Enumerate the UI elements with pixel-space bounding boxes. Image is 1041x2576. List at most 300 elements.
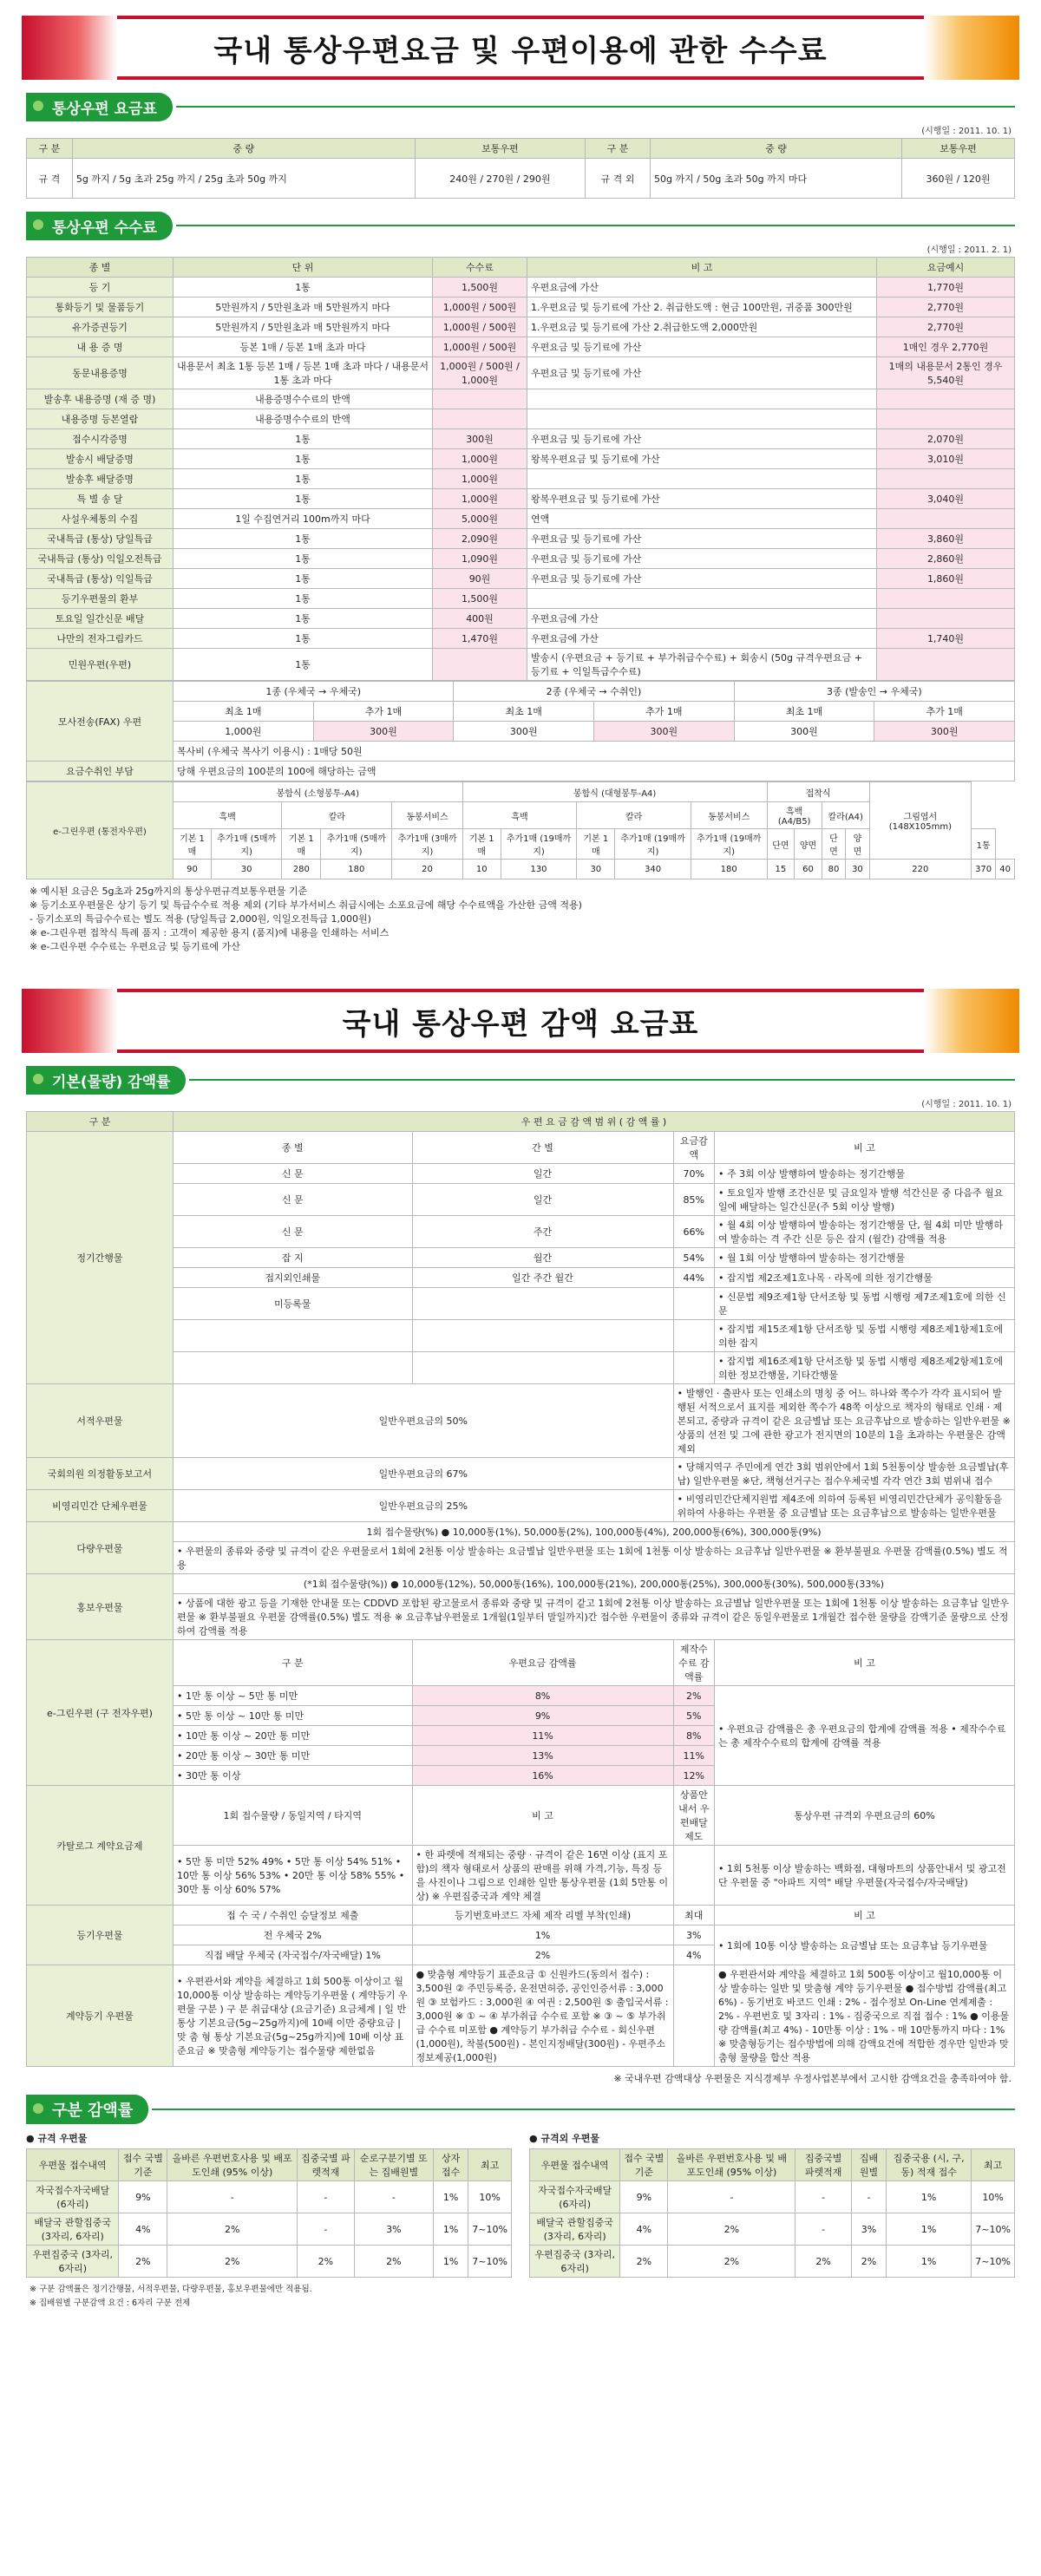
- table-cell: 접수시각증명: [27, 429, 174, 449]
- table-cell: 양면: [795, 829, 822, 860]
- table-cell: [433, 409, 527, 429]
- discount-table: 구 분 우 편 요 금 감 액 범 위 ( 감 액 률 ) 정기간행물 종 별 간 별 요금감액 비 고 신 문 일간 70% • 주 3회 이상 발행하여 발송하는 정기간행물 신 문 일간 85% • 토요일자 발행 조간신문 및 금요일자 발행 석간신문 중 다음주 월요일에 배달하는 일간신문(주 5회 이상 발행) 신 문 주간 66% • 월 4회 이상 발행하여 발송하는 정기간행물 단, 월 4회 미만 발행하여 발송하는 격 주간 신문 등은 잡지 (월간) 감액률 적용 잡 지 월간 54% • 월 1회 이상 발행하여 발송하는 정기간행물 접지외인쇄물 일간 주간 월간 44% • 잡지법 제2조제1호나목 · 라목에 의한 정기간행물 미등록물 • 신문법 제9조제1항 단서조항 및 동법 시행령 제7조제1호에 의한 신문 • 잡지법 제15조제1항 단서조항 및 동법 시행령 제8조제1항제1호에 의한 잡지 • 잡지법 제16조제1항 단서조항 및 동법 시행령 제8조제2항제1호에 의한 정보간행물, 기타간행물 서적우편물 일반우편요금의 50% • 발행인 · 출판사 또는 인쇄소의 명칭 중 어느 하나와 쪽수가 각각 표시되어 발행된 서적으로서 표지를 제외한 쪽수가 48쪽 이상으로 책자의 형태로 인쇄 · 제본되고, 중량과 규격이 같은 요금별납 또는 요금후납으로 발송하는 일반우편물 ※ 상품의 선전 및 그에 관한 광고가 전지면의 10분의 1을 초과하는 우편물은 감액제외 국회의원 의정활동보고서 일반우편요금의 67% • 당해지역구 주민에게 연간 3회 범위안에서 1회 5천통이상 발송한 요금별납(후납) 일반우편물 ※단, 책형선거구는 접수우체국별 각각 연간 3회 범위내 접수 비영리민간 단체우편물 일반우편요금의 25% • 비영리민간단체지원법 제4조에 의하여 등록된 비영리민간단체가 공익활동을 위하여 사용하는 우편물 중 요금별납 또는 요금후납으로 발송하는 일반우편물 다량우편물 1회 접수물량(%) ● 10,000통(1%), 50,000통(2%), 100,000통(4%), 200,000통(6%), 300,000통(9%) • 우편물의 종류와 중량 및 규격이 같은 우편물로서 1회에 2천통 이상 발송하는 요금별납 일반우편물 또는 1회에 1천통 이상 발송하는 요금후납 일반우편물 ※ 환부불필요 우편물 감액률(0.5%) 별도 적용 홍보우편물 (*1회 접수물량(%)) ● 10,000통(12%), 50,000통(16%), 100,000통(21%), 200,000통(25%), 300,000통(30%), 500,000통(33%) • 상품에 대한 광고 등을 기재한 안내물 또는 CDDVD 포함된 광고물로서 종류와 중량 및 규격이 같고 1회에 2천통 이상 발송하는 요금별납 일반우편물 또는 1회에 1천통 이상 발송하는 요금후납 일반우편물 ※ 환부불필요 우편물 감액률(0.5%) 별도 적용 ※ 요금후납우편물로 1개월(1일부터 말일까지)간 접수한 우편물이 종류와 규격이 같은 동일우편물로 1개월간 접수한 물량을 감액기준 물량으로 산정하여 감액률 적용 e-그린우편 (구 전자우편) 구 분 우편요금 감액률 제작수수료 감액률 비 고 • 1만 통 이상 ~ 5만 통 미만 8% 2% • 우편요금 감액률은 총 우편요금의 합계에 감액률 적용 • 제작수수료는 총 제작수수료의 합계에 감액률 적용 • 5만 통 이상 ~ 10만 통 미만 9% 5% • 10만 통 이상 ~ 20만 통 미만 11% 8% • 20만 통 이상 ~ 30만 통 미만 13% 11% • 30만 통 이상 16% 12% 카탈로그 계약요금제 1회 접수물량 / 동일지역 / 타지역 비 고 상품안내서 우편배달제도 통상우편 규격외 우편요금의 60% • 5만 통 미만 52% 49% • 5만 통 이상 54% 51% • 10만 통 이상 56% 53% • 20만 통 이상 58% 55% • 30만 통 이상 60% 57% • 한 파렛에 적재되는 중량 · 규격이 같은 16면 이상 (표지 포함)의 책자 형태로서 상품의 판매를 위해 가격,기능, 특징 등을 사진이나 그림으로 인쇄한 일반 통상우편물 (1회 5만통 이상) ※ 우편집중국과 계약 체결 • 1회 5천통 이상 발송하는 백화점, 대형마트의 상품안내서 및 광고전단 우편물 중 "아파트 지역" 배달 우편물(자국접수/자국배달) 등기우편물 접 수 국 / 수취인 승달정보 제출 등기번호바코드 자체 제작 리벨 부착(인쇄) 최대 비 고 전 우체국 2% 1% 3% • 1회에 10통 이상 발송하는 요금별납 또는 요금후납 등기우편물 직접 배달 우체국 (자국접수/자국배달) 1% 2% 4% 계약등기 우편물 • 우편관서와 계약을 체결하고 1회 500통 이상이고 월 10,000통 이상 발송하는 계약등기우편물 ( 계약등기 우편물 구분 ) 구 분 취급대상 (요금기준) 요금체계 | 일 반 통상 기본요금(5g~25g까지)에 10배 이만 중량요금 | 맞 춤 형 통상 기본요금(5g~25g까지)에 10배 이상 표준요금 ※ 맞춤형 계약등기는 접수물량 제한없음 ● 맞춤형 계약등기 표준요금 ① 신원카드(동의서 접수) : 3,500원 ② 주민등록증, 운전면허증, 공인인증서류 : 3,000원 ③ 보험카드 : 3,000원 ④ 여권 : 2,500원 ⑤ 출입국서류 : 3,000원 ※ ① ~ ④ 부가취급 수수료 포함 ※ ③ ~ ⑤ 부가취급 수수료 미포함 ● 계약등기 부가취급 수수료 - 회신우편(1,000원), 착불(500원) - 본인지정배달(300원) - 우편주소 정보제공(1,000원) ● 우편관서와 계약을 체결하고 1회 500통 이상이고 월10,000통 이상 발송하는 일반 및 맞춤형 계약 등기우편물 ● 접수방법 감액률(최고 6%) - 동기번호 바코드 인쇄 : 2% - 접수정보 On-Line 연계제출 : 2% - 우편번호 및 3자리 : 1% - 집중국으로 직접 접수 : 1% ● 이용물량 감액률(최고 4%) - 10만통 이상 : 1% - 매 10만통까지 마다 : 1% ※ 맞춤형등기는 접수방법에 의해 감액요건에 적합한 경우만 일반과 맞춤형 물량을 합산 적용: [26, 1111, 1015, 2067]
- table-header: 올바른 우편번호사용 및 배포도인쇄 (95% 이상): [167, 2149, 298, 2181]
- table-row: [27, 1384, 1015, 1458]
- table-row: [27, 509, 1015, 529]
- table-header: 접수 국별 기준: [119, 2149, 167, 2181]
- section-fee-label: 통상우편 수수료: [26, 212, 173, 240]
- table-cell: • 10만 통 이상 ~ 20만 통 미만: [174, 1726, 413, 1746]
- table-row: [27, 469, 1015, 489]
- table-cell: [412, 1320, 673, 1352]
- table-cell: 180: [691, 860, 767, 879]
- table-cell: 비 고: [714, 1132, 1014, 1164]
- table-cell: • 우편물의 종류와 중량 및 규격이 같은 우편물로서 1회에 2천통 이상 발송하는 요금별납 일반우편물 또는 1회에 1천통 이상 발송하는 요금후납 일반우편물 ※ 환부불필요 우편물 감액률(0.5%) 별도 적용: [174, 1542, 1015, 1574]
- table-cell: 월간: [412, 1248, 673, 1268]
- table-row: [27, 1268, 1015, 1288]
- table-cell: 일반우편요금의 50%: [174, 1384, 674, 1458]
- table-cell: [174, 1352, 413, 1384]
- table-cell: 기본 1매: [282, 829, 321, 860]
- table-cell: 홍보우편물: [27, 1574, 174, 1640]
- table-cell: 추가1매 (5매까지): [321, 829, 392, 860]
- table-cell: • 월 4회 이상 발행하여 발송하는 정기간행물 단, 월 4회 미만 발행하여 발송하는 격 주간 신문 등은 잡지 (월간) 감액률 적용: [714, 1216, 1014, 1248]
- table-cell: 1,000원: [433, 489, 527, 509]
- table-cell: 4%: [620, 2213, 668, 2246]
- table-row: [27, 1925, 1015, 1945]
- table-cell: 국내특급 (통상) 당일특급: [27, 529, 174, 549]
- table-row: [27, 1906, 1015, 1925]
- table-cell: [673, 1352, 714, 1384]
- table-cell: 단면: [767, 829, 795, 860]
- table-cell: 2%: [119, 2246, 167, 2278]
- table-cell: • 잡지법 제2조제1호나목 · 라목에 의한 정기간행물: [714, 1268, 1014, 1288]
- table-row: [27, 569, 1015, 589]
- table-cell: 300원: [433, 429, 527, 449]
- right-label: ● 규격외 우편물: [529, 2133, 600, 2144]
- table-cell: 우편집중국 (3자리, 6자리): [27, 2246, 119, 2278]
- table-row: [27, 337, 1015, 357]
- page-title-2: 국내 통상우편 감액 요금표: [342, 1006, 699, 1042]
- table-cell: 통화등기 및 물품등기: [27, 297, 174, 317]
- table-row: [27, 1490, 1015, 1522]
- table-header: 집중국용 (시, 구, 동) 적재 접수: [886, 2149, 971, 2181]
- table-row: [530, 2213, 1015, 2246]
- table-cell: 12%: [673, 1766, 714, 1786]
- table-cell: 44%: [673, 1268, 714, 1288]
- table-cell: 직접 배달 우체국 (자국접수/자국배달) 1%: [174, 1945, 413, 1965]
- table-cell: 13%: [412, 1746, 673, 1766]
- table-cell: 1%: [886, 2181, 971, 2213]
- table-cell: [673, 1288, 714, 1320]
- table-cell: 16%: [412, 1766, 673, 1786]
- table-cell: 자국접수자국배달 (6자리): [27, 2181, 119, 2213]
- table-row: [27, 1522, 1015, 1542]
- table-cell: 추가1매 (19매까지): [501, 829, 577, 860]
- table-cell: 자국접수자국배달 (6자리): [530, 2181, 620, 2213]
- table-row: [530, 2181, 1015, 2213]
- table-cell: -: [167, 2181, 298, 2213]
- table-cell: 30: [846, 860, 869, 879]
- table-cell: 전 우체국 2%: [174, 1925, 413, 1945]
- table-header: 우편물 접수내역: [27, 2149, 119, 2181]
- table-cell: 30: [577, 860, 615, 879]
- table-cell: • 비영리민간단체지원법 제4조에 의하여 등록된 비영리민간단체가 공익활동을 위하여 사용하는 우편물 중 요금별납 또는 요금후납으로 발송하는 일반우편물: [673, 1490, 1014, 1522]
- table-header: 우편물 접수내역: [530, 2149, 620, 2181]
- table-cell: 일간: [412, 1184, 673, 1216]
- table-cell: (*1회 접수물량(%)) ● 10,000통(12%), 50,000통(16%), 100,000통(21%), 200,000통(25%), 300,000통(30%), 500,000통(33%): [174, 1574, 1015, 1594]
- table-cell: [877, 389, 1015, 409]
- table-cell: 배달국 관할집중국 (3자리, 6자리): [27, 2213, 119, 2246]
- table-row: [27, 1846, 1015, 1906]
- table-header: 올바른 우편번호사용 및 배포도인쇄 (95% 이상): [668, 2149, 795, 2181]
- table-cell: 2%: [354, 2246, 433, 2278]
- table-cell: 계약등기 우편물: [27, 1965, 174, 2067]
- table-cell: 기본 1매: [577, 829, 615, 860]
- table-cell: 66%: [673, 1216, 714, 1248]
- table-cell: 등기번호바코드 자체 제작 리벨 부착(인쇄): [412, 1906, 673, 1925]
- table-cell: 추가1매 (19매까지): [615, 829, 691, 860]
- table-cell: 1통: [174, 569, 433, 589]
- table-cell: 종 별: [174, 1132, 413, 1164]
- table-cell: • 한 파렛에 적재되는 중량 · 규격이 같은 16면 이상 (표지 포함)의 책자 형태로서 상품의 판매를 위해 가격,기능, 특징 등을 사진이나 그림으로 인쇄한 일반 통상우편물 (1회 5만통 이상) ※ 우편집중국과 계약 체결: [412, 1846, 673, 1906]
- table-cell: 1,500원: [433, 589, 527, 609]
- table-cell: 2%: [412, 1945, 673, 1965]
- table-cell: 1,500원: [433, 278, 527, 297]
- table-cell: 접지외인쇄물: [174, 1268, 413, 1288]
- table-cell: 일간: [412, 1164, 673, 1184]
- table-cell: 10%: [468, 2181, 512, 2213]
- sort-table-left: [26, 2148, 512, 2278]
- table-cell: • 1만 통 이상 ~ 5만 통 미만: [174, 1686, 413, 1706]
- table-cell: 7~10%: [972, 2213, 1015, 2246]
- table-cell: [433, 389, 527, 409]
- table-cell: 2%: [167, 2213, 298, 2246]
- table-cell: 2%: [620, 2246, 668, 2278]
- table-cell: 구 분: [174, 1640, 413, 1686]
- table-cell: 연액: [527, 509, 877, 529]
- note-line: ※ 집배원별 구분감액 요건 : 6자리 구분 전제: [29, 2298, 191, 2308]
- table-cell: [877, 509, 1015, 529]
- table-cell: 등기우편물: [27, 1906, 174, 1965]
- table-row: [27, 1132, 1015, 1164]
- table-cell: 11%: [412, 1726, 673, 1746]
- fax-table: 모사전송(FAX) 우편 1종 (우체국 → 우체국) 2종 (우체국 → 수취인) 3종 (발송인 → 우체국) 최초 1매 추가 1매 최초 1매 추가 1매 최초 1매 추가 1매 1,000원 300원 300원 300원 300원 300원 복사비 (우체국 복사기 이용시) : 1매당 50원 요금수취인 부담 당해 우편요금의 100분의 100에 해당하는 금액: [26, 681, 1015, 781]
- table-cell: ● 우편관서와 계약을 체결하고 1회 500통 이상이고 월10,000통 이상 발송하는 일반 및 맞춤형 계약 등기우편물 ● 접수방법 감액률(최고 6%) - 동기번호 바코드 인쇄 : 2% - 접수정보 On-Line 연계제출 : 2% - 우편번호 및 3자리 : 1% - 집중국으로 직접 접수 : 1% ● 이용물량 감액률(최고 4%) - 10만통 이상 : 1% - 매 10만통까지 마다 : 1% ※ 맞춤형등기는 접수방법에 의해 감액요건에 적합한 경우만 일반과 맞춤형 물량을 합산 적용: [714, 1965, 1014, 2067]
- table-cell: 3,040원: [877, 489, 1015, 509]
- table-cell: • 1회에 10통 이상 발송하는 요금별납 또는 요금후납 등기우편물: [714, 1925, 1014, 1965]
- table-cell: 추가1매 (5매까지): [212, 829, 282, 860]
- page-title: 국내 통상우편요금 및 우편이용에 관한 수수료: [213, 33, 828, 69]
- table-cell: -: [298, 2181, 355, 2213]
- table-cell: [673, 1320, 714, 1352]
- table-cell: 3,010원: [877, 449, 1015, 469]
- table-cell: 9%: [620, 2181, 668, 2213]
- table-row: [27, 549, 1015, 569]
- table-cell: • 당해지역구 주민에게 연간 3회 범위안에서 1회 5천통이상 발송한 요금별납(후납) 일반우편물 ※단, 책형선거구는 접수우체국별 각각 연간 3회 범위내 접수: [673, 1458, 1014, 1490]
- table-row: [27, 1458, 1015, 1490]
- table-cell: 4%: [119, 2213, 167, 2246]
- table-cell: 비영리민간 단체우편물: [27, 1490, 174, 1522]
- table-cell: 130: [501, 860, 577, 879]
- table-cell: 신 문: [174, 1216, 413, 1248]
- table-cell: 1통: [174, 549, 433, 569]
- table-cell: 3%: [852, 2213, 887, 2246]
- table-cell: 미등록물: [174, 1288, 413, 1320]
- table-cell: • 주 3회 이상 발행하여 발송하는 정기간행물: [714, 1164, 1014, 1184]
- table-cell: 내용증명 등본열람: [27, 409, 174, 429]
- table-cell: 90원: [433, 569, 527, 589]
- table-cell: 7~10%: [972, 2246, 1015, 2278]
- table-cell: 5만원까지 / 5만원초과 매 5만원까지 마다: [174, 297, 433, 317]
- table-row: [27, 429, 1015, 449]
- table-cell: [174, 1320, 413, 1352]
- table-cell: 2%: [167, 2246, 298, 2278]
- table-cell: [527, 469, 877, 489]
- table-header: 최고: [468, 2149, 512, 2181]
- table-row: [27, 489, 1015, 509]
- note-line: ※ e-그린우편 접착식 특례 품지 : 고객이 제공한 용지 (품지)에 내용을 인쇄하는 서비스: [29, 927, 390, 938]
- note-line: ※ e-그린우편 수수료는 우편요금 및 등기료에 가산: [29, 941, 240, 952]
- table-cell: 2%: [795, 2246, 852, 2278]
- table-cell: 280: [282, 860, 321, 879]
- table-cell: 2,770원: [877, 297, 1015, 317]
- table-cell: 비 고: [714, 1640, 1014, 1686]
- table-cell: 9%: [412, 1706, 673, 1726]
- table-row: [27, 1164, 1015, 1184]
- table-cell: 20: [392, 860, 462, 879]
- table-cell: 1.우편요금 및 등기료에 가산 2.취급한도액 2,000만원: [527, 317, 877, 337]
- table-cell: 1%: [433, 2181, 468, 2213]
- table-cell: • 우편요금 감액률은 총 우편요금의 합계에 감액률 적용 • 제작수수료는 총 제작수수료의 합계에 감액률 적용: [714, 1686, 1014, 1786]
- table-cell: 우편요금에 가산: [527, 629, 877, 649]
- table-cell: 발송후 배달증명: [27, 469, 174, 489]
- table-cell: • 월 1회 이상 발행하여 발송하는 정기간행물: [714, 1248, 1014, 1268]
- table-cell: 10%: [972, 2181, 1015, 2213]
- table-cell: 15: [767, 860, 795, 879]
- table-row: [27, 1542, 1015, 1574]
- table-cell: 1,000원 / 500원: [433, 317, 527, 337]
- table-cell: 우편요금 감액률: [412, 1640, 673, 1686]
- table-row: [27, 357, 1015, 389]
- table-cell: [527, 409, 877, 429]
- note-line: ※ 등기소포우편물은 상기 등기 및 특급수수료 적용 제외 (기타 부가서비스 취급시에는 소포요금에 해당 수수료액을 가산한 금액 적용): [29, 899, 582, 911]
- table-cell: 발송시 배달증명: [27, 449, 174, 469]
- egreen-fee-table: e-그린우편 (통전자우편) 봉함식 (소형봉투-A4) 봉함식 (대형봉투-A4) 접착식 그림엽서 (148X105mm) 흑백 칼라 동봉서비스 흑백 칼라 동봉서비스 흑백(A4/B5) 칼라(A4) 기본 1매 추가1매 (5매까지) 기본 1매 추가1매 (5매까지) 추가1매 (3매까지) 기본 1매 추가1매 (19매까지) 기본 1매 추가1매 (19매까지) 추가1매 (19매까지) 단면 양면 단면 양면 1통 90 30 280 180 20 10 130 30 340 180 15 60 80 30 220 370 40: [26, 781, 1015, 879]
- table-row: [27, 278, 1015, 297]
- table-cell: 1매인 경우 2,770원: [877, 337, 1015, 357]
- table-cell: 2,090원: [433, 529, 527, 549]
- table-cell: 60: [795, 860, 822, 879]
- table-row: [27, 1640, 1015, 1686]
- table-row: [27, 1320, 1015, 1352]
- table-cell: 우편요금 및 등기료에 가산: [527, 569, 877, 589]
- table-cell: 잡 지: [174, 1248, 413, 1268]
- table-cell: -: [795, 2213, 852, 2246]
- table-cell: 3,860원: [877, 529, 1015, 549]
- table-cell: 1%: [433, 2213, 468, 2246]
- table-cell: 9%: [119, 2181, 167, 2213]
- table-cell: 1,000원: [433, 449, 527, 469]
- section-sort-label: 구분 감액률: [26, 2095, 148, 2124]
- table-row: [27, 1686, 1015, 1706]
- table-cell: 5만원까지 / 5만원초과 매 5만원까지 마다: [174, 317, 433, 337]
- table-header: 순로구분기별 또는 집배원별: [354, 2149, 433, 2181]
- table-cell: 340: [615, 860, 691, 879]
- left-label: ● 규격 우편물: [26, 2133, 88, 2144]
- table-cell: e-그린우편 (구 전자우편): [27, 1640, 174, 1786]
- table-cell: 일반우편요금의 67%: [174, 1458, 674, 1490]
- table-cell: 2%: [668, 2213, 795, 2246]
- table-cell: [673, 1846, 714, 1906]
- title-banner-2: [22, 989, 1019, 1053]
- table-row: [27, 1288, 1015, 1320]
- table-cell: 1매의 내용문서 2통인 경우 5,540원: [877, 357, 1015, 389]
- table-cell: 11%: [673, 1746, 714, 1766]
- table-cell: 비 고: [714, 1906, 1014, 1925]
- table-header: 집중국별 파렛적재: [795, 2149, 852, 2181]
- table-cell: 80: [822, 860, 845, 879]
- table-cell: 등 기: [27, 278, 174, 297]
- note-line: - 등기소포의 특급수수료는 별도 적용 (당일특급 2,000원, 익일오전특급 1,000원): [29, 913, 371, 925]
- table-row: [27, 317, 1015, 337]
- table-cell: 접 수 국 / 수취인 승달정보 제출: [174, 1906, 413, 1925]
- table-cell: 간 별: [412, 1132, 673, 1164]
- table-cell: 카탈로그 계약요금제: [27, 1786, 174, 1906]
- table-cell: 민원우편(우편): [27, 649, 174, 681]
- table-cell: • 20만 통 이상 ~ 30만 통 미만: [174, 1746, 413, 1766]
- table-cell: 정기간행물: [27, 1132, 174, 1384]
- table-cell: 신 문: [174, 1164, 413, 1184]
- table-cell: 70%: [673, 1164, 714, 1184]
- table-cell: 90: [174, 860, 212, 879]
- table-cell: 370: [972, 860, 996, 879]
- table-cell: 발송시 (우편요금 + 등기료 + 부가취급수수료) + 회송시 (50g 규격우편요금 + 등기료 + 익일특급수수료): [527, 649, 877, 681]
- rate-table: 구 분 중 량 보통우편 구 분 중 량 보통우편 규 격 5g 까지 / 5g 초과 25g 까지 / 25g 초과 50g 까지 240원 / 270원 / 290원 규 격 외 50g 까지 / 50g 초과 50g 까지 마다 360원 / 120원: [26, 138, 1015, 199]
- table-cell: 주간: [412, 1216, 673, 1248]
- table-cell: 우편요금 및 등기료에 가산: [527, 429, 877, 449]
- table-row: [27, 1574, 1015, 1594]
- table-cell: 다량우편물: [27, 1522, 174, 1574]
- note-line: ※ 구분 감액률은 정기간행물, 서적우편물, 다량우편물, 홍보우편물에만 적용됨.: [29, 2285, 312, 2294]
- table-cell: 1%: [886, 2246, 971, 2278]
- table-header: 최고: [972, 2149, 1015, 2181]
- table-cell: 기본 1매: [174, 829, 212, 860]
- table-row: [27, 2246, 512, 2278]
- table-row: [27, 649, 1015, 681]
- table-cell: -: [354, 2181, 433, 2213]
- table-cell: 신 문: [174, 1184, 413, 1216]
- table-cell: 발송후 내용증명 (재 증 명): [27, 389, 174, 409]
- table-cell: • 발행인 · 출판사 또는 인쇄소의 명칭 중 어느 하나와 쪽수가 각각 표시되어 발행된 서적으로서 표지를 제외한 쪽수가 48쪽 이상으로 책자의 형태로 인쇄 · 제본되고, 중량과 규격이 같은 요금별납 또는 요금후납으로 발송하는 일반우편물 ※ 상품의 선전 및 그에 관한 광고가 전지면의 10분의 1을 초과하는 우편물은 감액제외: [673, 1384, 1014, 1458]
- table-cell: 1,770원: [877, 278, 1015, 297]
- table-cell: 우편요금 및 등기료에 가산: [527, 357, 877, 389]
- table-cell: 1%: [412, 1925, 673, 1945]
- table-cell: 54%: [673, 1248, 714, 1268]
- table-cell: 국내특급 (통상) 익일오전특급: [27, 549, 174, 569]
- table-cell: [877, 409, 1015, 429]
- table-cell: 내용증명수수료의 반액: [174, 389, 433, 409]
- table-cell: 2,070원: [877, 429, 1015, 449]
- table-cell: 3%: [354, 2213, 433, 2246]
- table-cell: 1%: [433, 2246, 468, 2278]
- table-cell: 1%: [886, 2213, 971, 2246]
- table-cell: 일간 주간 월간: [412, 1268, 673, 1288]
- table-cell: 40: [996, 860, 1015, 879]
- table-row: [27, 389, 1015, 409]
- table-cell: 1회 접수물량 / 동일지역 / 타지역: [174, 1786, 413, 1846]
- table-cell: 요금감액: [673, 1132, 714, 1164]
- table-cell: [527, 389, 877, 409]
- table-cell: 추가1매 (19매까지): [691, 829, 767, 860]
- table-cell: 우편요금에 가산: [527, 609, 877, 629]
- table-cell: 1,000원 / 500원 / 1,000원: [433, 357, 527, 389]
- table-cell: 내 용 증 명: [27, 337, 174, 357]
- table-row: [27, 449, 1015, 469]
- table-cell: 220: [869, 860, 971, 879]
- table-cell: 3%: [673, 1925, 714, 1945]
- table-cell: 양면: [846, 829, 869, 860]
- table-cell: • 잡지법 제15조제1항 단서조항 및 동법 시행령 제8조제1항제1호에 의한 잡지: [714, 1320, 1014, 1352]
- table-cell: 1,090원: [433, 549, 527, 569]
- table-row: [27, 409, 1015, 429]
- table-cell: • 신문법 제9조제1항 단서조항 및 동법 시행령 제7조제1호에 의한 신문: [714, 1288, 1014, 1320]
- table-cell: 10: [462, 860, 501, 879]
- discount-footnote: ※ 국내우편 감액대상 우편물은 지식경제부 우정사업본부에서 고시한 감액요건을 충족하여야 함.: [613, 2073, 1012, 2084]
- table-cell: [527, 589, 877, 609]
- table-cell: 1,740원: [877, 629, 1015, 649]
- table-cell: 우편요금에 가산: [527, 278, 877, 297]
- table-cell: 1.우편요금 및 등기료에 가산 2. 취급한도액 : 현금 100만원, 귀중품 300만원: [527, 297, 877, 317]
- table-cell: 2%: [298, 2246, 355, 2278]
- table-cell: -: [852, 2181, 887, 2213]
- table-row: [27, 1248, 1015, 1268]
- fee-notes: [29, 885, 1012, 954]
- table-cell: 30: [212, 860, 282, 879]
- table-cell: • 잡지법 제16조제1항 단서조항 및 동법 시행령 제8조제2항제1호에 의한 정보간행물, 기타간행물: [714, 1352, 1014, 1384]
- table-cell: 왕복우편요금 및 등기료에 가산: [527, 489, 877, 509]
- table-row: [530, 2246, 1015, 2278]
- table-cell: 1통: [174, 589, 433, 609]
- table-cell: 배달국 관할집중국 (3자리, 6자리): [530, 2213, 620, 2246]
- table-cell: 최대: [673, 1906, 714, 1925]
- table-cell: [877, 649, 1015, 681]
- table-cell: 1통: [972, 829, 996, 860]
- table-cell: 국내특급 (통상) 익일특급: [27, 569, 174, 589]
- table-cell: [412, 1352, 673, 1384]
- effective-date-3: (시행일 : 2011. 10. 1): [921, 1100, 1012, 1109]
- table-cell: [877, 589, 1015, 609]
- table-cell: 내용증명수수료의 반액: [174, 409, 433, 429]
- table-cell: 1,000원: [433, 469, 527, 489]
- table-cell: 등본 1매 / 등본 1매 초과 마다: [174, 337, 433, 357]
- table-cell: 추가1매 (3매까지): [392, 829, 462, 860]
- table-cell: 1통: [174, 469, 433, 489]
- table-cell: [877, 609, 1015, 629]
- section-rate-table-label: 통상우편 요금표: [26, 93, 173, 121]
- table-cell: 특 별 송 달: [27, 489, 174, 509]
- table-cell: 2%: [852, 2246, 887, 2278]
- title-banner: [22, 16, 1019, 80]
- table-cell: 사설우체통의 수집: [27, 509, 174, 529]
- note-line: ※ 예시된 요금은 5g초과 25g까지의 통상우편규격보통우편물 기준: [29, 886, 308, 897]
- table-cell: 5,000원: [433, 509, 527, 529]
- table-cell: 2%: [668, 2246, 795, 2278]
- table-cell: • 30만 통 이상: [174, 1766, 413, 1786]
- table-cell: 1통: [174, 629, 433, 649]
- table-cell: 우편요금 및 등기료에 가산: [527, 549, 877, 569]
- effective-date-2: (시행일 : 2011. 2. 1): [926, 245, 1012, 255]
- table-header: 집배원별: [852, 2149, 887, 2181]
- table-header: 접수 국별 기준: [620, 2149, 668, 2181]
- table-cell: 85%: [673, 1184, 714, 1216]
- table-cell: 제작수수료 감액률: [673, 1640, 714, 1686]
- table-cell: 1,470원: [433, 629, 527, 649]
- table-cell: 일반우편요금의 25%: [174, 1490, 674, 1522]
- table-cell: [433, 649, 527, 681]
- table-row: [27, 1965, 1015, 2067]
- table-cell: 2%: [673, 1686, 714, 1706]
- table-cell: 1통: [174, 649, 433, 681]
- table-cell: [673, 1965, 714, 2067]
- table-cell: -: [298, 2213, 355, 2246]
- table-cell: 1통: [174, 609, 433, 629]
- table-row: [27, 629, 1015, 649]
- table-cell: 1통: [174, 489, 433, 509]
- table-cell: 토요일 일간신문 배달: [27, 609, 174, 629]
- table-cell: 등기우편물의 환부: [27, 589, 174, 609]
- table-cell: 동문내용증명: [27, 357, 174, 389]
- table-cell: [877, 469, 1015, 489]
- table-header: 상자접수: [433, 2149, 468, 2181]
